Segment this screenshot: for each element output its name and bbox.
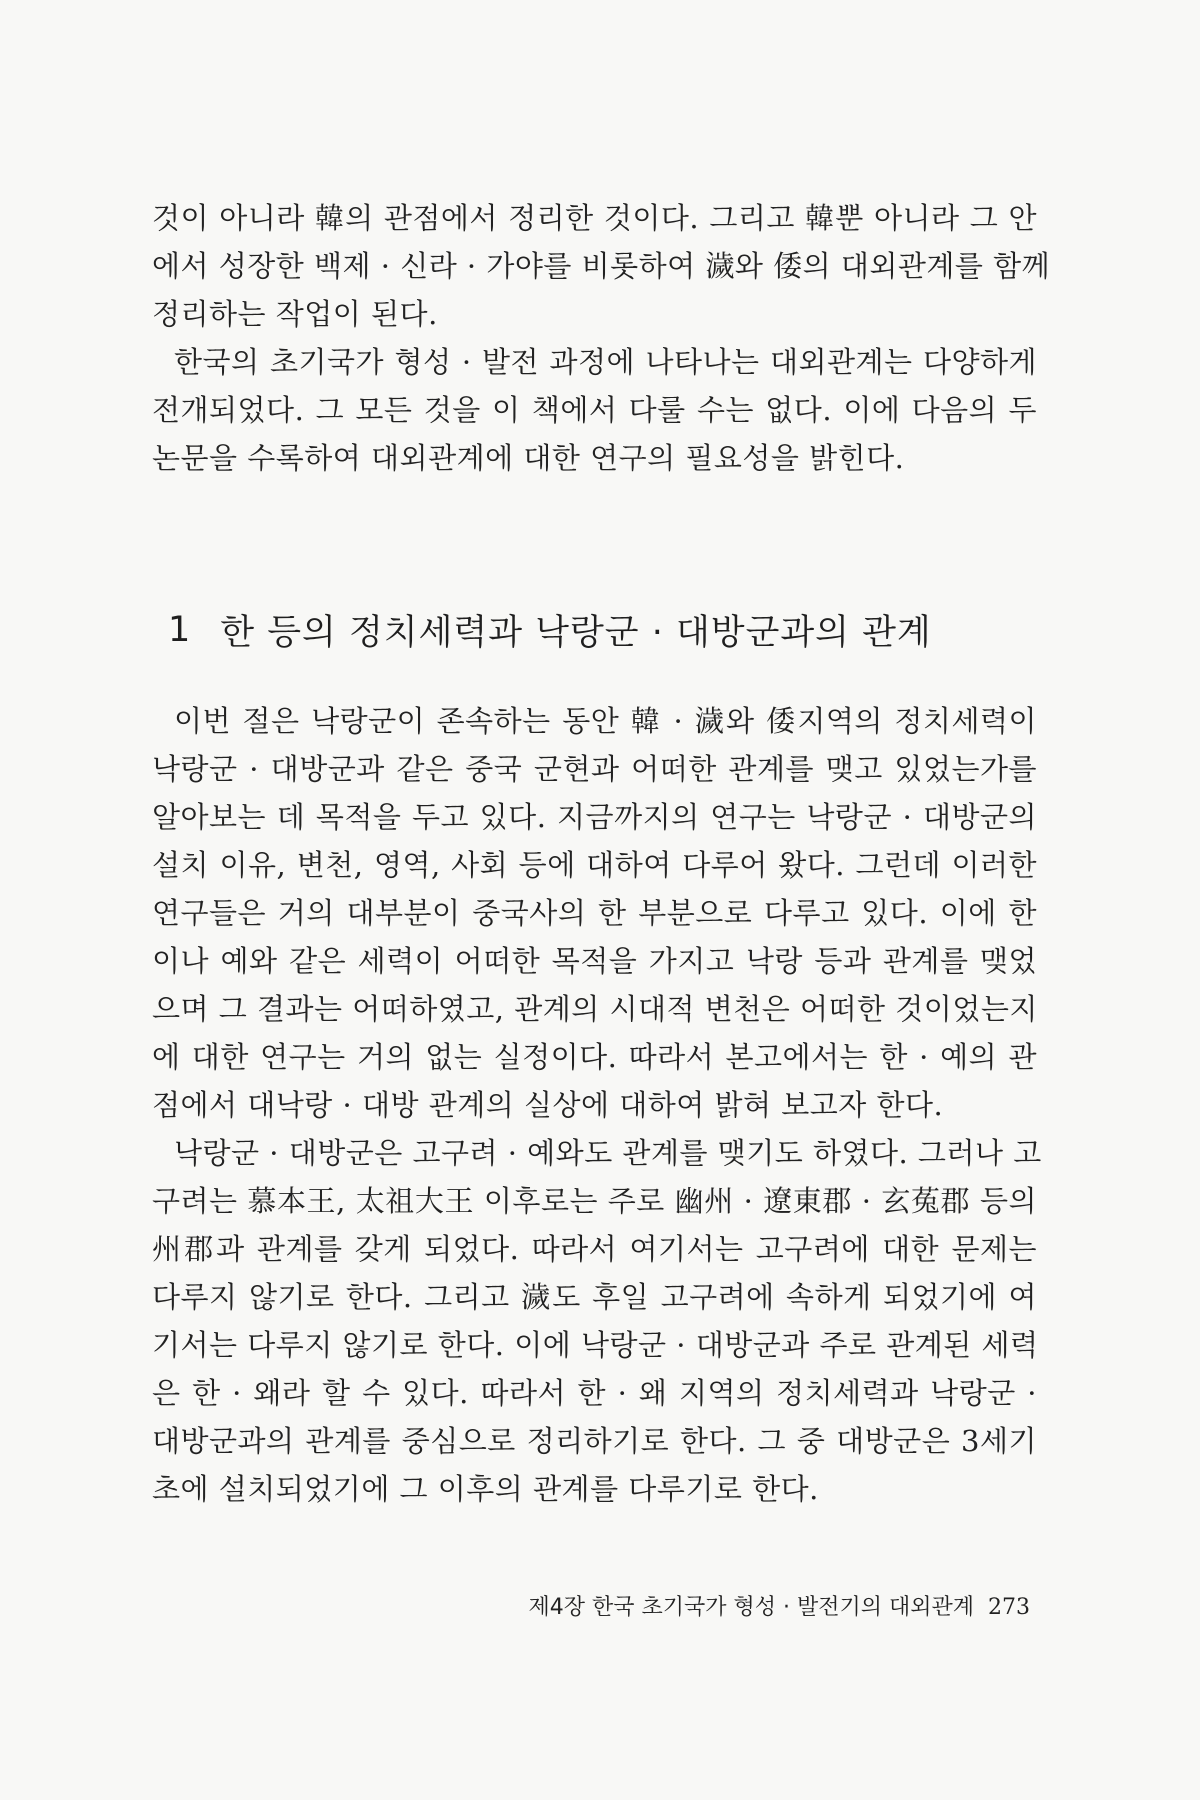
body-line: 이번 절은 낙랑군이 존속하는 동안 韓 · 濊와 倭지역의 정치세력이 <box>174 704 1037 738</box>
intro-line: 한국의 초기국가 형성 · 발전 과정에 나타나는 대외관계는 다양하게 <box>174 345 1037 379</box>
intro-line: 전개되었다. 그 모든 것을 이 책에서 다룰 수는 없다. 이에 다음의 두 <box>152 393 1037 427</box>
intro-line: 논문을 수록하여 대외관계에 대한 연구의 필요성을 밝힌다. <box>152 441 905 475</box>
body-line: 州郡과 관계를 갖게 되었다. 따라서 여기서는 고구려에 대한 문제는 <box>152 1232 1037 1266</box>
body-line: 설치 이유, 변천, 영역, 사회 등에 대하여 다루어 왔다. 그런데 이러한 <box>152 848 1037 882</box>
body-line: 에 대한 연구는 거의 없는 실정이다. 따라서 본고에서는 한 · 예의 관 <box>152 1040 1037 1074</box>
body-line: 기서는 다루지 않기로 한다. 이에 낙랑군 · 대방군과 주로 관계된 세력 <box>152 1328 1039 1362</box>
body-line: 이나 예와 같은 세력이 어떠한 목적을 가지고 낙랑 등과 관계를 맺었 <box>152 944 1037 978</box>
body-line: 구려는 慕本王, 太祖大王 이후로는 주로 幽州 · 遼東郡 · 玄菟郡 등의 <box>152 1184 1037 1218</box>
page-number: 273 <box>988 1595 1030 1620</box>
intro-line: 정리하는 작업이 된다. <box>152 297 438 331</box>
section-number: 1 <box>168 610 191 650</box>
body-line: 알아보는 데 목적을 두고 있다. 지금까지의 연구는 낙랑군 · 대방군의 <box>152 800 1037 834</box>
body-line: 초에 설치되었기에 그 이후의 관계를 다루기로 한다. <box>152 1472 819 1506</box>
body-line: 은 한 · 왜라 할 수 있다. 따라서 한 · 왜 지역의 정치세력과 낙랑군 · <box>152 1376 1037 1410</box>
body-line: 대방군과의 관계를 중심으로 정리하기로 한다. 그 중 대방군은 3세기 <box>152 1424 1037 1458</box>
body-line: 다루지 않기로 한다. 그리고 濊도 후일 고구려에 속하게 되었기에 여 <box>152 1280 1037 1314</box>
running-head: 제4장 한국 초기국가 형성 · 발전기의 대외관계 <box>528 1595 974 1620</box>
intro-line: 에서 성장한 백제 · 신라 · 가야를 비롯하여 濊와 倭의 대외관계를 함께 <box>152 249 1051 283</box>
body-paragraphs <box>152 697 1042 1513</box>
body-line: 으며 그 결과는 어떠하였고, 관계의 시대적 변천은 어떠한 것이었는지 <box>152 992 1038 1026</box>
intro-paragraphs <box>152 194 1051 482</box>
body-line: 낙랑군 · 대방군은 고구려 · 예와도 관계를 맺기도 하였다. 그러나 고 <box>174 1136 1042 1170</box>
section-heading <box>168 600 1028 660</box>
section-title: 한 등의 정치세력과 낙랑군 · 대방군과의 관계 <box>220 613 932 653</box>
page-footer <box>480 1590 1030 1621</box>
body-line: 연구들은 거의 대부분이 중국사의 한 부분으로 다루고 있다. 이에 한 <box>152 896 1037 930</box>
body-line: 낙랑군 · 대방군과 같은 중국 군현과 어떠한 관계를 맺고 있었는가를 <box>152 752 1037 786</box>
body-line: 점에서 대낙랑 · 대방 관계의 실상에 대하여 밝혀 보고자 한다. <box>152 1088 944 1122</box>
intro-line: 것이 아니라 韓의 관점에서 정리한 것이다. 그리고 韓뿐 아니라 그 안 <box>152 201 1037 235</box>
